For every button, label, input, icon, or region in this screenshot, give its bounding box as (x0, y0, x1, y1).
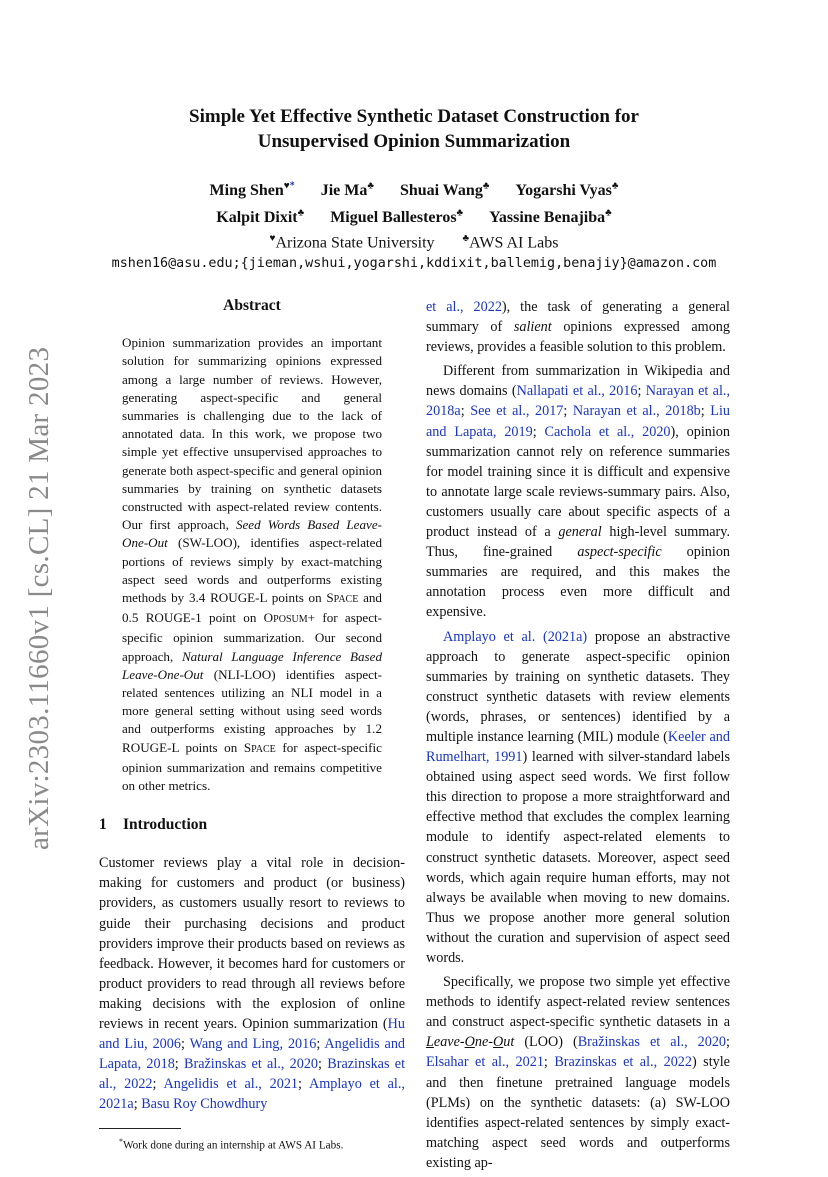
citation-link[interactable]: Narayan et al., 2018a (426, 383, 730, 420)
arxiv-side-stamp: arXiv:2303.11660v1 [cs.CL] 21 Mar 2023 (23, 346, 55, 850)
citation-link[interactable]: Bražinskas et al., 2020 (577, 1034, 727, 1051)
affiliation-aws: AWS AI Labs (469, 233, 559, 251)
citation-link[interactable]: Narayan et al., 2018b (572, 403, 701, 420)
citation-link[interactable]: Brazinskas et al., 2022 (554, 1054, 692, 1071)
citation-link[interactable]: Elsahar et al., 2021 (426, 1054, 544, 1071)
title-line-2: Unsupervised Opinion Summarization (257, 131, 571, 152)
author-name: Kalpit Dixit♣ (216, 207, 305, 226)
affiliation-asu: Arizona State University (275, 233, 435, 251)
author-row-2 (90, 202, 738, 228)
citation-link[interactable]: Angelidis and Lapata, 2018 (99, 1036, 406, 1073)
citation-link[interactable]: Liu and Lapata, 2019 (426, 403, 730, 440)
footnote-rule (99, 1128, 181, 1129)
citation-link[interactable]: et al., 2022 (426, 299, 502, 315)
abstract-heading: Abstract (223, 297, 281, 314)
author-name: Miguel Ballesteros♣ (330, 207, 464, 226)
footnote: *Work done during an internship at AWS AI Labs. (119, 1137, 344, 1153)
author-name: Yassine Benajiba♣ (489, 207, 612, 226)
citation-link[interactable]: Cachola et al., 2020 (544, 423, 671, 440)
intro-paragraph-4: Specifically, we propose two simple yet effective methods to identify aspect-related review sentences and construct aspect-specific synthetic datasets in a Leave-One-Out (LOO) (Bražinskas et al., 2020; Elsahar et al., 2021; Brazinskas et al., 2022) style and then finetune pretrained language models (PLMs) on the synthetic datasets: (a) SW-LOO identifies aspect-related sentences by simply exact-matching aspect seed words and outperforms existing ap- (426, 974, 730, 1171)
citation-link[interactable]: Hu and Liu, 2006 (99, 1016, 405, 1053)
right-column (426, 297, 730, 1177)
author-row-1 (90, 176, 738, 202)
citation-link[interactable]: Nallapati et al., 2016 (516, 383, 638, 400)
citation-link[interactable]: Basu Roy Chowdhury (141, 1096, 268, 1113)
left-column (99, 296, 405, 1153)
author-name: Jie Ma♣ (320, 181, 374, 200)
abstract-body: Opinion summarization provides an important solution for summarizing opinions expressed among a large number of reviews. However, generating aspect-specific and general summaries is challenging due to the lack of annotated data. In this work, we propose two simple yet effective unsupervised approaches to generate both aspect-specific and general opinion summaries by training on synthetic datasets constructed with aspect-related review contents. Our first approach, Seed Words Based Leave-One-Out (SW-LOO), identifies aspect-related portions of reviews simply by exact-matching aspect seed words and outperforms existing methods by 3.4 ROUGE-L points on SPACE and 0.5 ROUGE-1 point on OPOSUM+ for aspect-specific opinion summarization. Our second approach, Natural Language Inference Based Leave-One-Out (NLI-LOO) identifies aspect-related sentences utilizing an NLI model in a more general setting without using seed words and outperforms existing approaches by 1.2 ROUGE-L points on SPACE for aspect-specific opinion summarization and remains competitive on other metrics. (122, 335, 383, 793)
citation-link[interactable]: See et al., 2017 (470, 403, 564, 420)
intro-paragraph-3: Amplayo et al. (2021a) propose an abstractive approach to generate aspect-specific opinion summaries by training on synthetic datasets. They construct synthetic datasets with review elements (words, phrases, or sentences) identified by a multiple instance learning (MIL) module (Keeler and Rumelhart, 1991) learned with silver-standard labels obtained using aspect seed words. We first follow this direction to propose a more straightforward and effective method that excludes the complex learning module to identify aspect-related elements to construct synthetic datasets. Moreover, aspect seed words, which again require human efforts, may not always be available when moving to new domains. Thus we propose another more general solution without the curation and supervision of aspect seed words. (426, 628, 731, 966)
intro-paragraph-2: Different from summarization in Wikipedia and news domains (Nallapati et al., 2016; Narayan et al., 2018a; See et al., 2017; Narayan et al., 2018b; Liu and Lapata, 2019; Cachola et al., 2020), opinion summarization cannot rely on reference summaries for model training since it is difficult and expensive to annotate large scale reviews-summary pairs. Also, customers usually care about specific aspects of a product instead of a general high-level summary. Thus, fine-grained aspect-specific opinion summaries are required, and this makes the annotation process even more difficult and expensive. (426, 363, 731, 621)
citation-link[interactable]: Bražinskas et al., 2020 (184, 1056, 319, 1073)
citation-link[interactable]: Keeler and Rumelhart, 1991 (426, 728, 730, 766)
paper-title (90, 104, 738, 154)
citation-link[interactable]: Brazinskas et al., 2022 (99, 1056, 406, 1093)
affiliations: ♥Arizona State University ♣AWS AI Labs (269, 232, 559, 251)
citation-link[interactable]: Amplayo et al. (2021a) (443, 628, 588, 645)
citation-link[interactable]: Wang and Ling, 2016 (189, 1036, 317, 1053)
author-name: Shuai Wang♣ (399, 181, 490, 200)
author-emails: mshen16@asu.edu;{jieman,wshui,yogarshi,kddixit,ballemig,benajiy}@amazon.com (111, 255, 717, 271)
section-heading-introduction: 1 Introduction (99, 816, 208, 834)
paper-header (90, 104, 738, 275)
intro-paragraph-1: Customer reviews play a vital role in decision-making for customers and product (or business) providers, as customers usually resort to reviews to guide their purchasing decisions and product providers improve their products based on reviews as feedback. However, it becomes hard for customers or product providers to read through all reviews before making decisions with the explosion of online reviews in recent years. Opinion summarization (Hu and Liu, 2006; Wang and Ling, 2016; Angelidis and Lapata, 2018; Bražinskas et al., 2020; Brazinskas et al., 2022; Angelidis et al., 2021; Amplayo et al., 2021a; Basu Roy Chowdhury (99, 855, 406, 1113)
citation-link[interactable]: Amplayo et al., 2021a (99, 1076, 405, 1113)
intro-paragraph-1-cont: et al., 2022), the task of generating a general summary of salient opinions expressed among reviews, provides a feasible solution to this problem. (426, 299, 730, 356)
author-name: Yogarshi Vyas♣ (515, 181, 619, 200)
title-line-1: Simple Yet Effective Synthetic Dataset Construction for (189, 106, 639, 127)
citation-link[interactable]: Angelidis et al., 2021 (163, 1076, 299, 1093)
author-list (90, 176, 738, 229)
author-name: Ming Shen♥* (209, 181, 295, 200)
